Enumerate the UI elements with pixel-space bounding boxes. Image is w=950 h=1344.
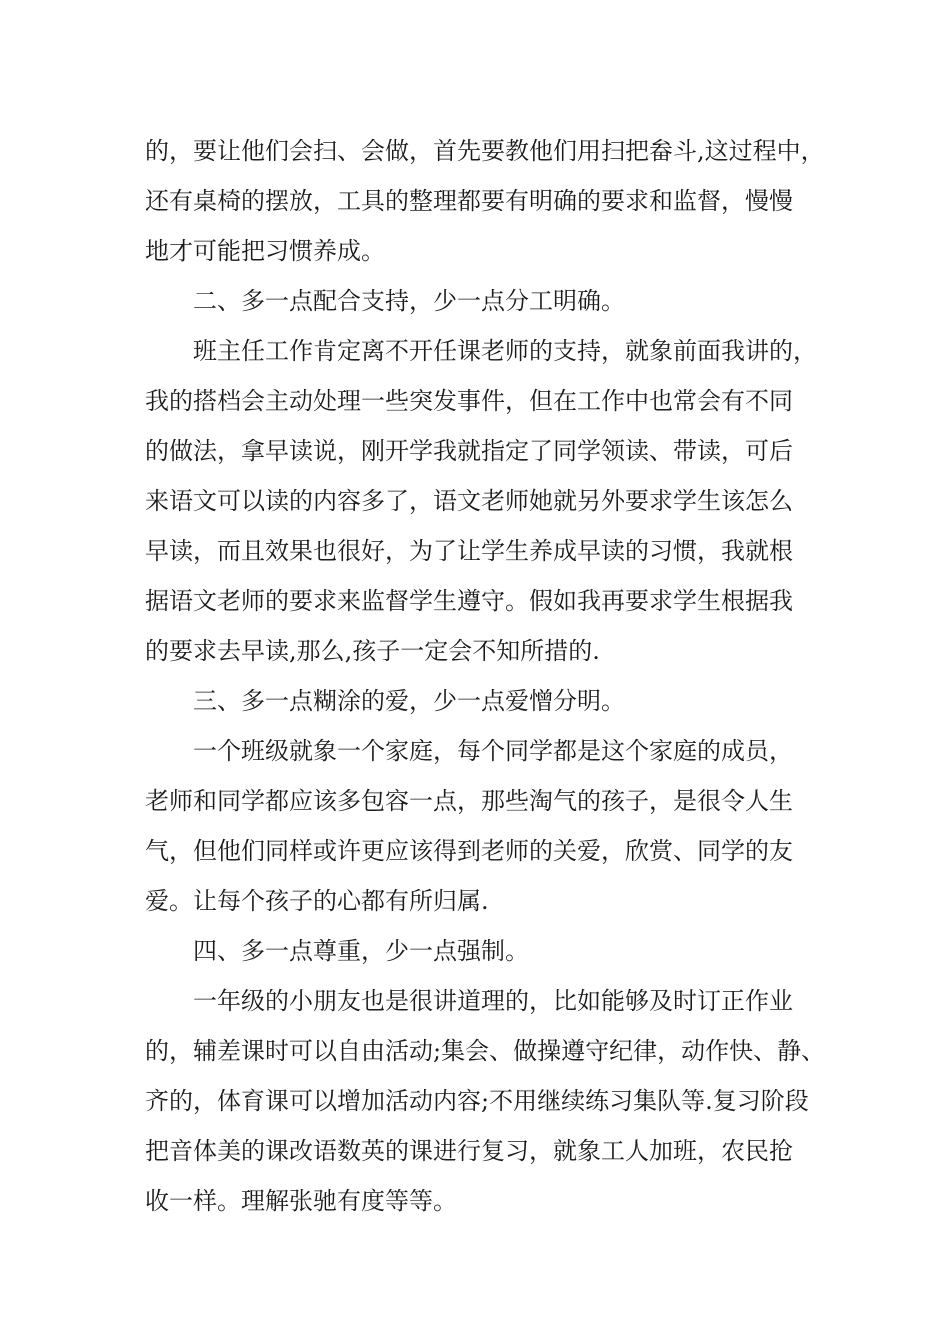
text-line-9: 早读，而且效果也很好，为了让学生养成早读的习惯，我就根	[145, 537, 793, 565]
section-heading-4: 四、多一点尊重，少一点强制。	[193, 937, 529, 965]
text-line-16: 爱。让每个孩子的心都有所归属.	[145, 887, 489, 915]
text-line-18: 一年级的小朋友也是很讲道理的，比如能够及时订正作业	[193, 987, 793, 1015]
text-line-7: 的做法，拿早读说，刚开学我就指定了同学领读、带读，可后	[145, 437, 793, 465]
text-line-19: 的，辅差课时可以自由活动;集会、做操遵守纪律，动作快、静、	[145, 1037, 826, 1065]
text-line-14: 老师和同学都应该多包容一点，那些淘气的孩子，是很令人生	[145, 787, 793, 815]
text-line-5: 班主任工作肯定离不开任课老师的支持，就象前面我讲的，	[193, 337, 817, 365]
text-line-3: 地才可能把习惯养成。	[145, 237, 385, 265]
text-line-8: 来语文可以读的内容多了，语文老师她就另外要求学生该怎么	[145, 487, 793, 515]
text-line-20: 齐的，体育课可以增加活动内容;不用继续练习集队等.复习阶段	[145, 1087, 809, 1115]
text-line-22: 收一样。理解张驰有度等等。	[145, 1187, 457, 1215]
text-line-1: 的，要让他们会扫、会做，首先要教他们用扫把畚斗,这过程中，	[145, 137, 825, 165]
section-heading-2: 二、多一点配合支持，少一点分工明确。	[193, 287, 625, 315]
section-heading-3: 三、多一点糊涂的爱，少一点爱憎分明。	[193, 687, 625, 715]
text-line-13: 一个班级就象一个家庭，每个同学都是这个家庭的成员，	[193, 737, 793, 765]
text-line-6: 我的搭档会主动处理一些突发事件，但在工作中也常会有不同	[145, 387, 793, 415]
text-line-21: 把音体美的课改语数英的课进行复习，就象工人加班，农民抢	[145, 1137, 793, 1165]
text-line-15: 气，但他们同样或许更应该得到老师的关爱，欣赏、同学的友	[145, 837, 793, 865]
text-line-2: 还有桌椅的摆放，工具的整理都要有明确的要求和监督，慢慢	[145, 187, 793, 215]
text-line-10: 据语文老师的要求来监督学生遵守。假如我再要求学生根据我	[145, 587, 793, 615]
text-line-11: 的要求去早读,那么,孩子一定会不知所措的.	[145, 637, 600, 665]
body-text	[145, 126, 826, 1226]
